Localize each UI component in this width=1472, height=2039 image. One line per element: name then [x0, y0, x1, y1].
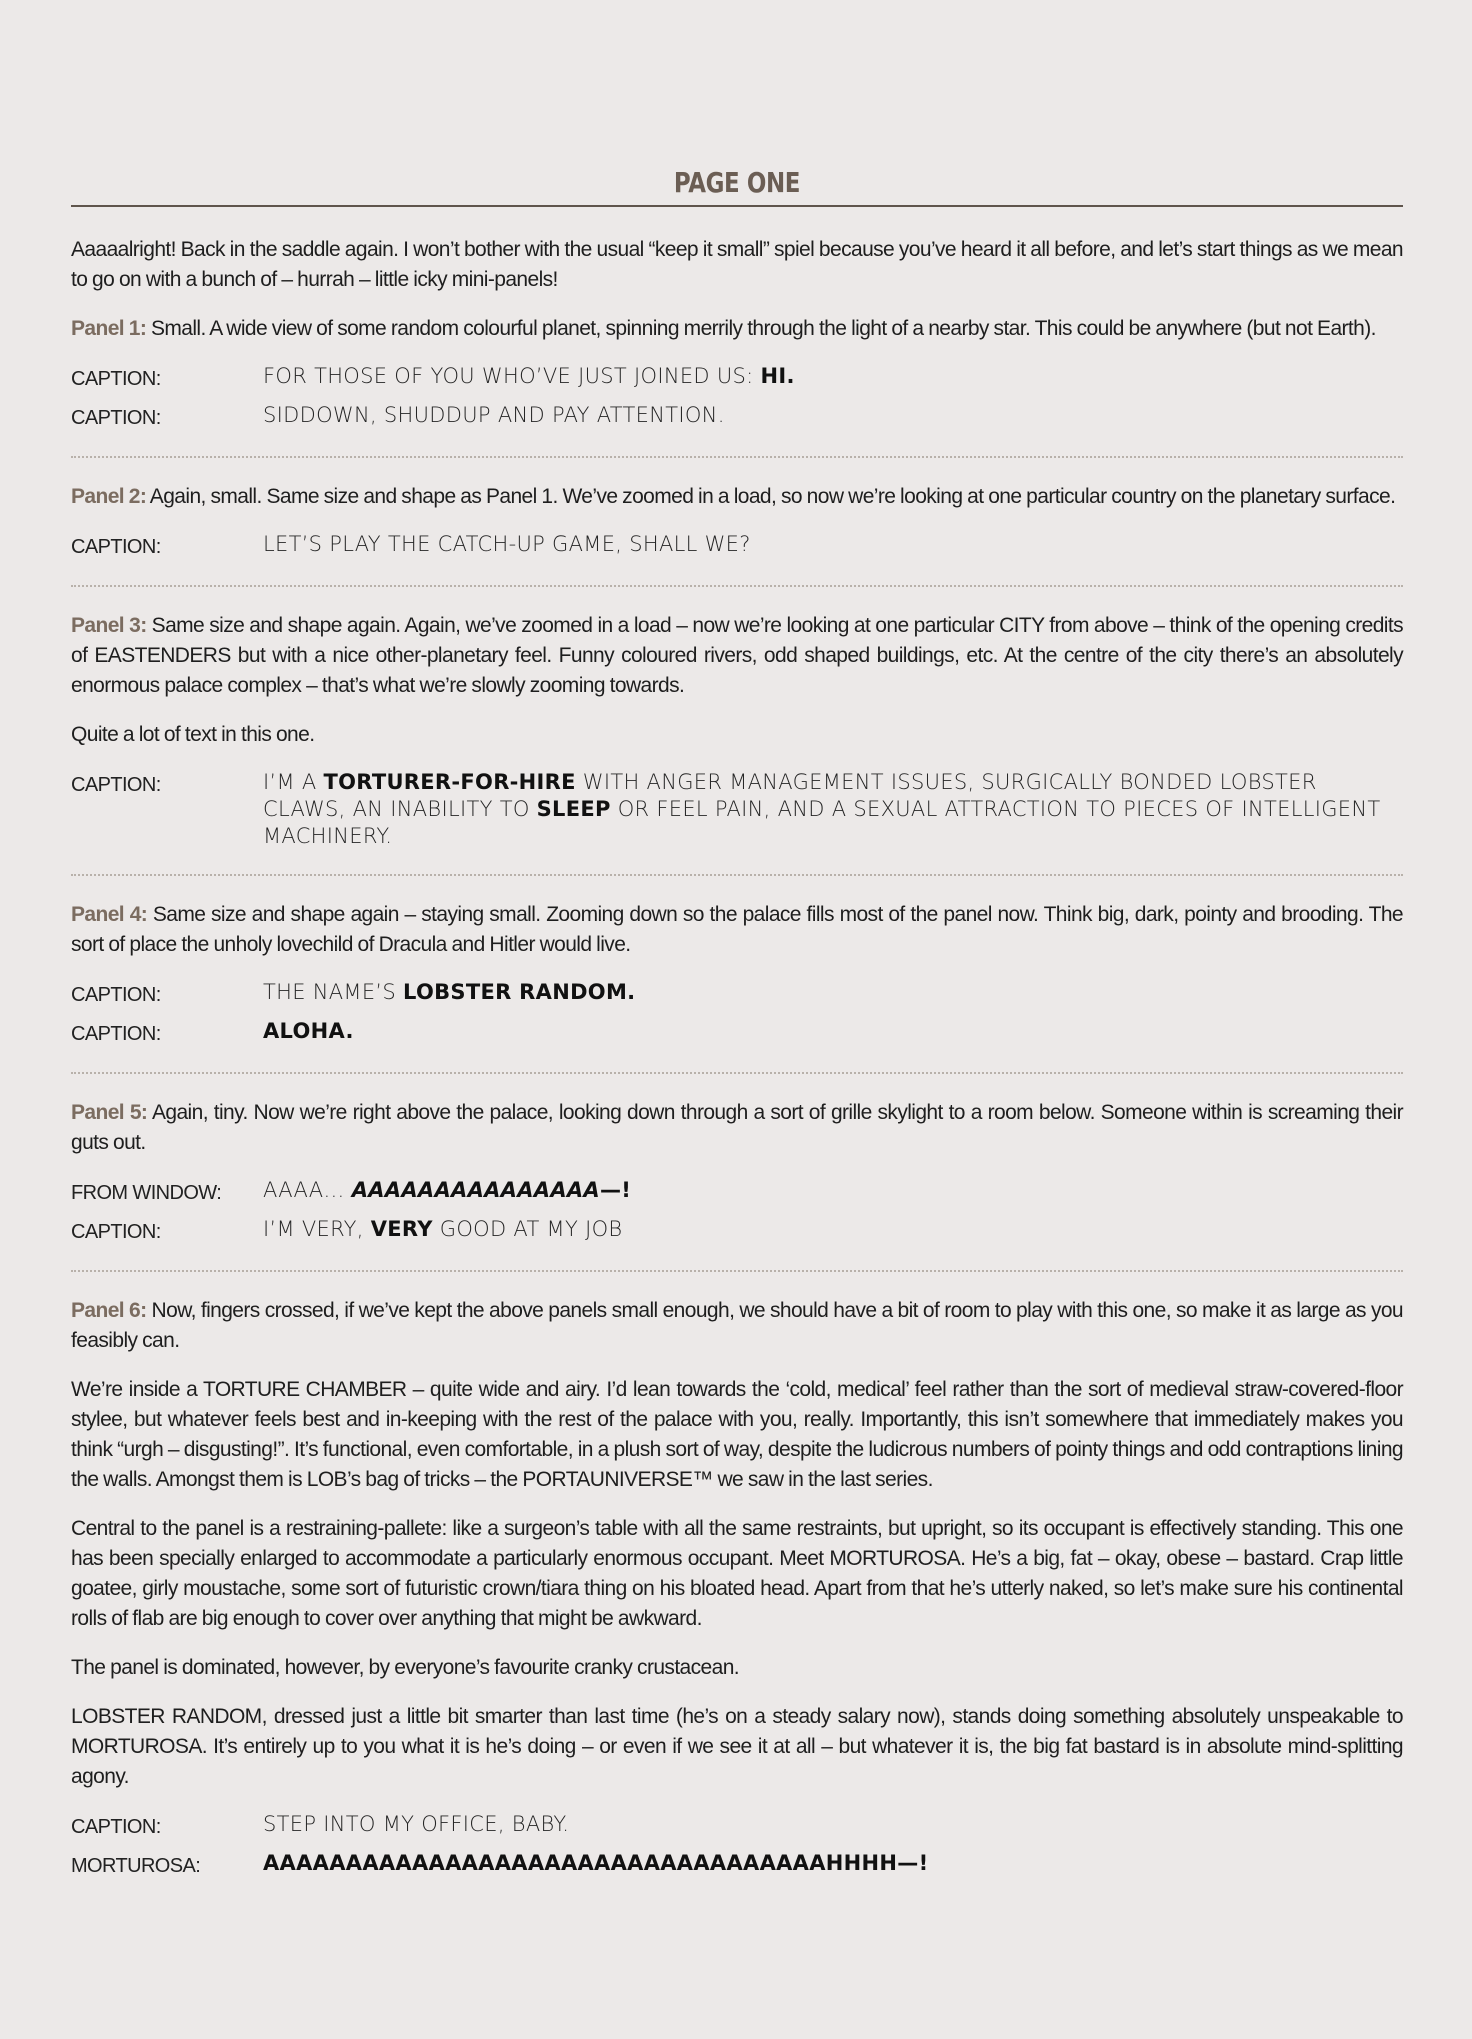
text-part: AAAA… [263, 1178, 352, 1202]
dialogue-text [263, 979, 1403, 1006]
panel-6-paragraph-1: We’re inside a TORTURE CHAMBER – quite wide and airy. I’d lean towards the ‘cold, medical’ feel rather than the sort of medieval straw-covered-floor stylee, but whatever feels best and in-keeping with the rest of the palace with you, really. Importantly, this isn’t somewhere that immediately makes you think “urgh – disgusting!”. It’s functional, even comfortable, in a plush sort of way, despite the ludicrous numbers of pointy things and odd contraptions lining the walls. Amongst them is LOB’s bag of tricks – the PORTAUNIVERSE™ we saw in the last series. [71, 1378, 1403, 1491]
panel-2-line-1 [71, 531, 1403, 561]
panel-divider [71, 585, 1403, 587]
text-bold-italic: AAAAAAAAAAAAAAA [351, 1178, 600, 1202]
panel-4-description [71, 900, 1403, 960]
panel-1-description [71, 314, 1403, 344]
panel-5-desc: Again, tiny. Now we’re right above the palace, looking down through a sort of grille skylight to a room below. Someone within is screaming their guts out. [71, 1101, 1403, 1154]
text-part: FOR THOSE OF YOU WHO’VE JUST JOINED US: [263, 364, 761, 388]
speaker: FROM WINDOW: [71, 1182, 222, 1204]
panel-divider [71, 1270, 1403, 1272]
dialogue-text [263, 1216, 1403, 1243]
text-part: GOOD AT MY JOB [432, 1217, 623, 1241]
panel-3-desc: Same size and shape again. Again, we’ve zoomed in a load – now we’re looking at one particular CITY from above – think of the opening credits of EASTENDERS but with a nice other-planetary feel. Funny coloured rivers, odd shaped buildings, etc. At the centre of the city there’s an absolutely enormous palace complex – that’s what we’re slowly zooming towards. [71, 614, 1403, 697]
text-part: I’M A [263, 770, 324, 794]
panel-1-line-1 [71, 363, 1403, 393]
panel-6-line-2 [71, 1850, 1403, 1880]
panel-1-label: Panel 1: [71, 317, 147, 340]
intro-paragraph: Aaaaalright! Back in the saddle again. I won’t bother with the usual “keep it small” spiel because you’ve heard it all before, and let’s start things as we mean to go on with a bunch of – hurrah – little icky mini-panels! [71, 238, 1403, 291]
speaker: CAPTION: [71, 536, 161, 558]
panel-5-label: Panel 5: [71, 1101, 148, 1124]
panel-6-paragraph-2: Central to the panel is a restraining-pallete: like a surgeon’s table with all the same restraints, but upright, so its occupant is effectively standing. This one has been specially enlarged to accommodate a particularly enormous occupant. Meet MORTUROSA. He’s a big, fat – okay, obese – bastard. Crap little goatee, girly moustache, some sort of futuristic crown/tiara thing on his bloated head. Apart from that he’s utterly naked, so let’s make sure his continental rolls of flab are big enough to cover over anything that might be awkward. [71, 1517, 1403, 1630]
panel-5-line-2 [71, 1216, 1403, 1246]
panel-6-line-1 [71, 1811, 1403, 1841]
text-bold: LOBSTER RANDOM. [403, 980, 636, 1004]
panel-3-label: Panel 3: [71, 614, 147, 637]
speaker: CAPTION: [71, 1023, 161, 1045]
dialogue-text: LET’S PLAY THE CATCH-UP GAME, SHALL WE? [263, 532, 751, 556]
text-part: I’M VERY, [263, 1217, 371, 1241]
panel-2-desc: Again, small. Same size and shape as Panel 1. We’ve zoomed in a load, so now we’re looking at one particular country on the planetary surface. [146, 485, 1396, 508]
panel-divider [71, 874, 1403, 876]
page-title: PAGE ONE [673, 166, 801, 199]
panel-4-desc: Same size and shape again – staying small. Zooming down so the palace fills most of the panel now. Think big, dark, pointy and brooding. The sort of place the unholy lovechild of Dracula and Hitler would live. [71, 903, 1404, 956]
panel-6-description [71, 1296, 1403, 1356]
text-part: THE NAME’S [263, 980, 404, 1004]
panel-divider [71, 456, 1403, 458]
panel-3-description [71, 611, 1403, 701]
panel-3-note: Quite a lot of text in this one. [71, 723, 315, 746]
panel-1-line-2 [71, 402, 1403, 432]
panel-2-label: Panel 2: [71, 485, 147, 508]
dialogue-text [263, 1177, 1403, 1204]
text-part: OR FEEL PAIN, AND A SEXUAL ATTRACTION TO PIECES OF INTELLIGENT MACHINERY. [263, 797, 1381, 848]
panel-4-label: Panel 4: [71, 903, 148, 926]
text-bold: ALOHA. [263, 1019, 354, 1043]
text-bold: TORTURER-FOR-HIRE [323, 770, 576, 794]
panel-2-description [71, 482, 1403, 512]
text-bold: SLEEP [536, 797, 611, 821]
speaker: CAPTION: [71, 984, 161, 1006]
dialogue-text [263, 769, 1403, 850]
dialogue-text: STEP INTO MY OFFICE, BABY. [263, 1812, 570, 1836]
speaker: CAPTION: [71, 774, 161, 796]
panel-4-line-2 [71, 1018, 1403, 1048]
panel-3-line-1 [71, 769, 1403, 850]
speaker: MORTUROSA: [71, 1855, 201, 1877]
dialogue-text [263, 363, 1403, 390]
panel-5-line-1 [71, 1177, 1403, 1207]
text-part: WITH ANGER MANAGEMENT ISSUES, SURGICALLY BONDED LOBSTER CLAWS, AN INABILITY TO [263, 770, 1317, 821]
panel-1-desc: Small. A wide view of some random colourful planet, spinning merrily through the light of a nearby star. This could be anywhere (but not Earth). [146, 317, 1376, 340]
dialogue-text [263, 1850, 1403, 1877]
panel-6-desc: Now, fingers crossed, if we’ve kept the above panels small enough, we should have a bit of room to play with this one, so make it as large as you feasibly can. [71, 1299, 1404, 1352]
dialogue-text [263, 1018, 1403, 1045]
text-bold: VERY [370, 1217, 433, 1241]
speaker: CAPTION: [71, 1221, 161, 1243]
panel-6-paragraph-3: The panel is dominated, however, by everyone’s favourite cranky crustacean. [71, 1656, 740, 1679]
speaker: CAPTION: [71, 407, 161, 429]
speaker: CAPTION: [71, 1816, 161, 1838]
panel-6-label: Panel 6: [71, 1299, 147, 1322]
panel-divider [71, 1072, 1403, 1074]
panel-6-paragraph-4: LOBSTER RANDOM, dressed just a little bit smarter than last time (he’s on a steady salary now), stands doing something absolutely unspeakable to MORTUROSA. It’s entirely up to you what it is he’s doing – or even if we see it at all – but whatever it is, the big fat bastard is in absolute mind-splitting agony. [71, 1705, 1403, 1788]
text-bold: AAAAAAAAAAAAAAAAAAAAAAAAAAAAAAAAAAHHHH—! [263, 1851, 929, 1875]
title-rule [71, 205, 1403, 207]
text-bold: HI. [760, 364, 795, 388]
page-content [71, 165, 1403, 1880]
speaker: CAPTION: [71, 368, 161, 390]
text-bold: —! [600, 1178, 632, 1202]
panel-5-description [71, 1098, 1403, 1158]
panel-4-line-1 [71, 979, 1403, 1009]
dialogue-text: SIDDOWN, SHUDDUP AND PAY ATTENTION. [263, 403, 725, 427]
